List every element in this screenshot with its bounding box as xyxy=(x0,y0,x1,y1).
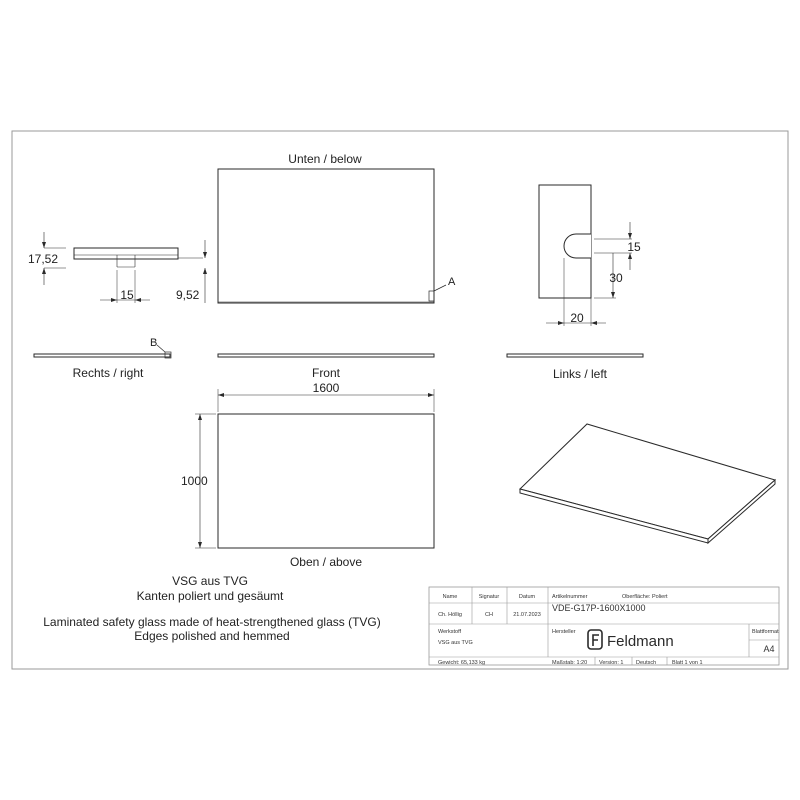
detail-a-leader xyxy=(434,285,446,291)
company-name: Feldmann xyxy=(607,633,674,650)
tb-header-name: Name xyxy=(442,594,458,600)
tb-header-datum: Datum xyxy=(518,594,536,600)
tb-gewicht: Gewicht: 65,133 kg xyxy=(438,660,486,666)
detail-a-label: A xyxy=(448,276,456,288)
dim-width-arrowhead-right xyxy=(428,393,434,397)
dim-thickness-arrowhead-bottom xyxy=(42,268,46,274)
note-de-line2: Kanten poliert und gesäumt xyxy=(136,589,284,603)
view-label-oben: Oben / above xyxy=(289,555,363,569)
isometric-top-face xyxy=(520,424,775,539)
dim-gap-arrowhead-right xyxy=(135,298,141,302)
front-view-edge xyxy=(218,354,434,357)
section-view-body xyxy=(74,248,178,259)
tb-sprache: Deutsch xyxy=(636,660,657,666)
tb-header-oberflaeche: Oberfläche: Poliert xyxy=(622,594,668,600)
detail-notch xyxy=(564,234,591,258)
dim-offset-label: 30 xyxy=(609,271,623,285)
dim-offset-arrowhead xyxy=(611,292,615,298)
dim-edge-label: 9,52 xyxy=(176,288,200,302)
tb-hersteller-label: Hersteller xyxy=(552,629,576,635)
dim-height-arrowhead-top xyxy=(198,414,202,420)
dim-height-arrowhead-bottom xyxy=(198,542,202,548)
tb-article-number: VDE-G17P-1600X1000 xyxy=(552,603,646,613)
tb-blattformat-label: Blattformat xyxy=(752,629,779,635)
dim-depth-arrowhead-left xyxy=(558,321,564,325)
rechts-view-edge xyxy=(34,354,170,357)
tb-werkstoff-value: VSG aus TVG xyxy=(438,640,473,646)
dim-thickness-label: 17,52 xyxy=(28,252,59,266)
dim-width-arrowhead-left xyxy=(218,393,224,397)
logo-letter xyxy=(593,635,599,646)
tb-signatur-value: CH xyxy=(485,612,493,618)
detail-b-label: B xyxy=(150,337,158,349)
dim-edge-arrowhead-top xyxy=(203,252,207,258)
dim-width-label: 1600 xyxy=(312,381,340,395)
view-label-rechts: Rechts / right xyxy=(72,366,144,380)
dim-thickness-arrowhead-top xyxy=(42,242,46,248)
tb-blattformat-value: A4 xyxy=(763,644,775,654)
view-label-front: Front xyxy=(311,366,341,380)
view-label-unten: Unten / below xyxy=(288,152,362,166)
tb-name-value: Ch. Höllig xyxy=(438,612,462,618)
detail-a-box xyxy=(429,291,434,301)
note-de-line1: VSG aus TVG xyxy=(172,574,248,588)
dim-edge-arrowhead-bottom xyxy=(203,268,207,274)
dim-gap-label: 15 xyxy=(120,288,134,302)
dim-notch-arrowhead-top xyxy=(628,233,632,239)
tb-massstab: Maßstab: 1:20 xyxy=(552,660,588,666)
tb-header-signatur: Signatur xyxy=(478,594,500,600)
tb-datum-value: 21.07.2023 xyxy=(513,612,541,618)
detail-b-leader xyxy=(157,345,165,352)
note-en-line2: Edges polished and hemmed xyxy=(134,629,290,643)
note-en-line1: Laminated safety glass made of heat-strengthened glass (TVG) xyxy=(43,615,381,629)
dim-notch-height-label: 15 xyxy=(627,240,641,254)
tb-werkstoff-label: Werkstoff xyxy=(438,629,462,635)
dim-gap-arrowhead-left xyxy=(111,298,117,302)
tb-header-artikelnummer: Artikelnummer xyxy=(552,594,588,600)
links-view-edge xyxy=(507,354,643,357)
dim-depth-arrowhead-right xyxy=(591,321,597,325)
tb-blatt: Blatt 1 von 1 xyxy=(672,660,703,666)
dim-height-label: 1000 xyxy=(181,474,208,488)
sheet-border xyxy=(12,131,788,669)
view-label-links: Links / left xyxy=(552,367,608,381)
tb-version: Version: 1 xyxy=(599,660,624,666)
oben-view-outline xyxy=(218,414,434,548)
dim-depth-label: 20 xyxy=(570,311,584,325)
title-block xyxy=(429,587,779,666)
feldmann-logo-icon xyxy=(588,630,602,649)
unten-view-outline xyxy=(218,169,434,303)
